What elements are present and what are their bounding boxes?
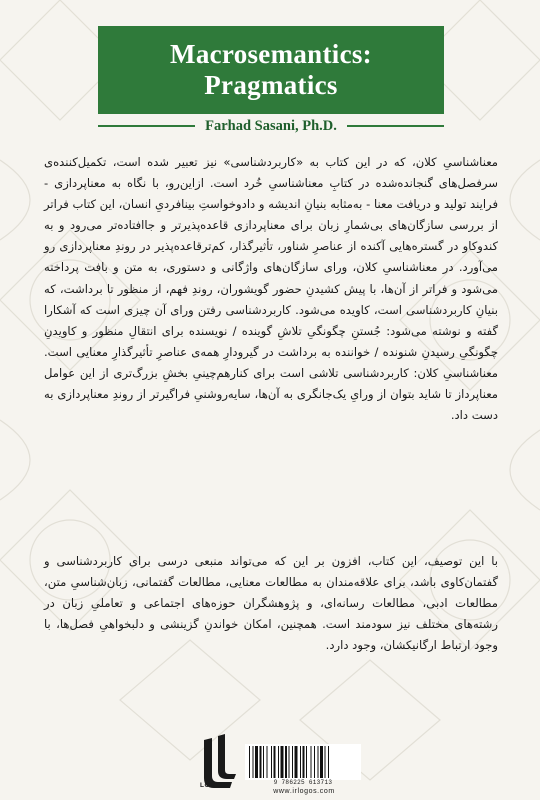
barcode-bar	[289, 746, 290, 778]
barcode-bar	[292, 746, 293, 778]
barcode-bar	[314, 746, 315, 778]
barcode-bar	[325, 746, 326, 778]
barcode-bar	[271, 746, 272, 778]
title-box	[98, 26, 444, 114]
blurb-paragraph-2: با این توصیف، این کتاب، افزون بر این که می‌تواند منبعی درسی برای کاربردشناسی و گفتمان‌کاوی باشد، برای علاقه‌مندان به مطالعات معنایی، مطالعات گفتمانی، زبان‌شناسیِ متن، مطالعات ادبی، مطالعات رسانه‌ای، و پژوهشگران حوزه‌های اجتماعی و تعاملیِ زبان در رشته‌های مختلف نیز سودمند است. همچنین، امکان خواندنِ گزینشی و دلبخواهیِ فصل‌ها، با وجود ارتباط ارگانیکشان، وجود دارد.	[44, 554, 498, 653]
barcode-bar	[295, 746, 298, 778]
barcode-bar	[285, 746, 287, 778]
barcode-bar	[274, 746, 276, 778]
barcode-bar	[311, 746, 312, 778]
barcode-bar	[320, 746, 323, 778]
barcode-bar	[300, 746, 301, 778]
author-bar	[98, 116, 444, 136]
isbn-digits: 9 786225 613713	[273, 779, 333, 786]
barcode-bar	[255, 746, 258, 778]
blurb-paragraph-1: معناشناسیِ کلان، که در این کتاب به «کاربردشناسی» نیز تعبیر شده است، تکمیل‌کننده‌ی سرفصل‌های گنجانده‌شده در کتابِ معناشناسیِ خُرد است. ازاین‌رو، با نگاه به معناپردازی - فرایند تولید و دریافت معنا - به‌مثابه بنیانِ اندیشه و دادوخواستِ بینافردیِ انسان، این کتاب فراتر از بررسی سازگان‌های بی‌شمارِ زبان برای معناپردازی قاعده‌پذیرتر و جاافتاده‌تر می‌رود و به کندوکاو در گستره‌هایی آکنده از عناصرِ شناور، تأثیرگذار، کم‌ترقاعده‌پذیر در روندِ معناپردازی رو می‌آورد. در معناشناسیِ کلان، ورای سازگان‌های واژگانی و دستوری، به متن و بافت پرداخته می‌شود و فراتر از آن‌ها، با پیش کشیدنِ حضور گویشوران، روندِ فهم، از منظور تا برداشت، که بنیانِ کاربردشناسی است، کاویده می‌شود. کاربردشناسی رفتن ورای آن چیزی است که آشکارا گفته و نوشته می‌شود: جُستنِ چگونگیِ تلاشِ گوینده / نویسنده برای انتقالِ منظور و کاویدنِ چگونگیِ رسیدنِ شنونده / خواننده به برداشت در گیرودارِ همه‌ی عناصرِ تأثیرگذارِ معنایی است. معناشناسیِ کلان: کاربردشناسی تلاشی است برای کنارهم‌چینیِ بخشِ بزرگ‌تری از این عوامل معناپرداز تا شاید بتوان از ورایِ یک‌جانگری به آن‌ها، سایه‌روشنیِ فراگیرتر از روندِ معناپردازی به دست داد.	[44, 155, 498, 423]
barcode-bar	[263, 746, 264, 778]
barcode-bar	[306, 746, 307, 778]
barcode-bar	[328, 746, 329, 778]
book-title-line2: Pragmatics	[204, 70, 338, 100]
barcode-bar	[267, 746, 268, 778]
publisher-website: www.irlogos.com	[273, 788, 335, 795]
book-title-line1: Macrosemantics:	[170, 39, 372, 69]
barcode-bar	[253, 746, 254, 778]
barcode-bar	[278, 746, 279, 778]
publisher-name: LOGOS	[200, 782, 226, 789]
barcode-bar	[318, 746, 319, 778]
barcode-bar	[303, 746, 305, 778]
barcode-bar	[260, 746, 262, 778]
author-name: Farhad Sasani, Ph.D.	[195, 118, 347, 135]
isbn-barcode	[245, 744, 361, 780]
barcode-bar	[249, 746, 250, 778]
barcode-bar	[281, 746, 284, 778]
